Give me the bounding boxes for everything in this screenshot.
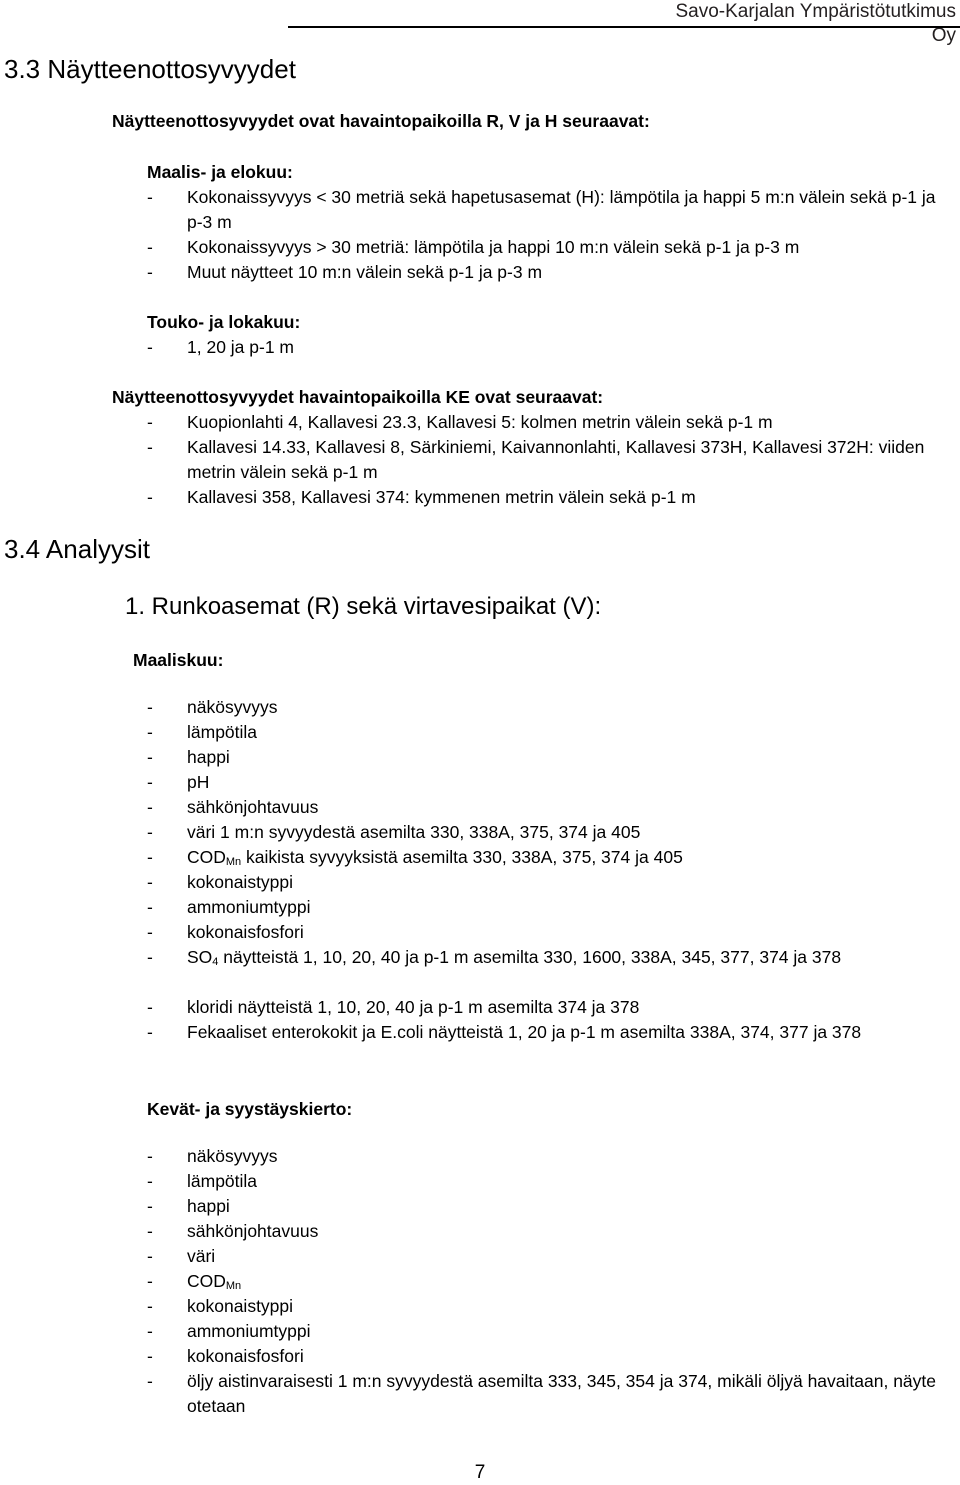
list-item: - 1, 20 ja p-1 m [147, 337, 294, 357]
page-header: Savo-Karjalan Ympäristötutkimus Oy [675, 1, 956, 46]
list-item: - näkösyvyys [147, 697, 278, 717]
list-item: - sähkönjohtavuus [147, 1221, 319, 1241]
list-item: - happi [147, 747, 230, 767]
kevat-syys-heading: Kevät- ja syystäyskierto: [147, 1099, 353, 1119]
list-item: - Muut näytteet 10 m:n välein sekä p-1 ja p-3 m [147, 262, 543, 282]
ke-heading: Näytteenottosyvyydet havaintopaikoilla KE ovat seuraavat: [112, 387, 604, 407]
list-item: - lämpötila [147, 722, 258, 742]
list-item: - Kokonaissyvyys > 30 metriä: lämpötila ja happi 10 m:n välein sekä p-1 ja p-3 m [147, 237, 800, 257]
list-item: - väri [147, 1246, 216, 1266]
list-item: - väri 1 m:n syvyydestä asemilta 330, 338A, 375, 374 ja 405 [147, 822, 641, 842]
list-item: - kokonaisfosfori [147, 922, 304, 942]
list-item-cod: - $COD_{Mn}$ [147, 1271, 242, 1292]
list-item: - näkösyvyys [147, 1146, 278, 1166]
section-title-3-4: 3.4 Analyysit [4, 534, 150, 564]
list-item: - Kallavesi 358, Kallavesi 374: kymmenen metrin välein sekä p-1 m [147, 487, 696, 507]
page-number: 7 [474, 1462, 486, 1483]
list-item: - ammoniumtyppi [147, 897, 311, 917]
list-item: - sähkönjohtavuus [147, 797, 319, 817]
list-item: - Fekaaliset enterokokit ja E.coli näytteistä 1, 20 ja p-1 m asemilta 338A, 374, 377 ja 378 [147, 1022, 862, 1042]
list-item-so4: - $SO_4$ näytteistä 1, 10, 20, 40 ja p-1 m asemilta 330, 1600, 338A, 345, 377, 374 ja 378 [147, 947, 842, 968]
list-item: - ammoniumtyppi [147, 1321, 311, 1341]
list-item: - kokonaistyppi [147, 872, 294, 892]
subsection-title: 1. Runkoasemat (R) sekä virtavesipaikat (V): [125, 593, 602, 620]
header-rule [288, 26, 960, 28]
list-item: - Kallavesi 14.33, Kallavesi 8, Särkiniemi, Kaivannonlahti, Kallavesi 373H, Kallavesi 372H: viiden metrin välein sekä p-1 m [147, 437, 925, 482]
list-item: - öljy aistinvaraisesti 1 m:n syvyydestä asemilta 333, 345, 354 ja 374, mikäli öljyä havaitaan, näyte otetaan [147, 1371, 937, 1416]
list-item: - pH [147, 772, 210, 792]
list-item-cod: - $COD_{Mn}$ kaikista syvyyksistä asemilta 330, 338A, 375, 374 ja 405 [147, 847, 683, 868]
list-item: - kloridi näytteistä 1, 10, 20, 40 ja p-1 m asemilta 374 ja 378 [147, 997, 640, 1017]
list-item: - happi [147, 1196, 230, 1216]
list-item: - Kuopionlahti 4, Kallavesi 23.3, Kallavesi 5: kolmen metrin välein sekä p-1 m [147, 412, 773, 432]
list-item: - kokonaisfosfori [147, 1346, 304, 1366]
intro-heading: Näytteenottosyvyydet ovat havaintopaikoilla R, V ja H seuraavat: [112, 111, 650, 131]
touko-lokakuu-heading: Touko- ja lokakuu: [147, 312, 301, 332]
maalis-elokuu-heading: Maalis- ja elokuu: [147, 162, 293, 182]
maaliskuu-heading: Maaliskuu: [133, 650, 224, 670]
list-item: - lämpötila [147, 1171, 258, 1191]
list-item: - Kokonaissyvyys < 30 metriä sekä hapetusasemat (H): lämpötila ja happi 5 m:n välein sekä p-1 ja p-3 m [147, 187, 936, 232]
section-title-3-3: 3.3 Näytteenottosyvyydet [4, 54, 296, 84]
list-item: - kokonaistyppi [147, 1296, 294, 1316]
